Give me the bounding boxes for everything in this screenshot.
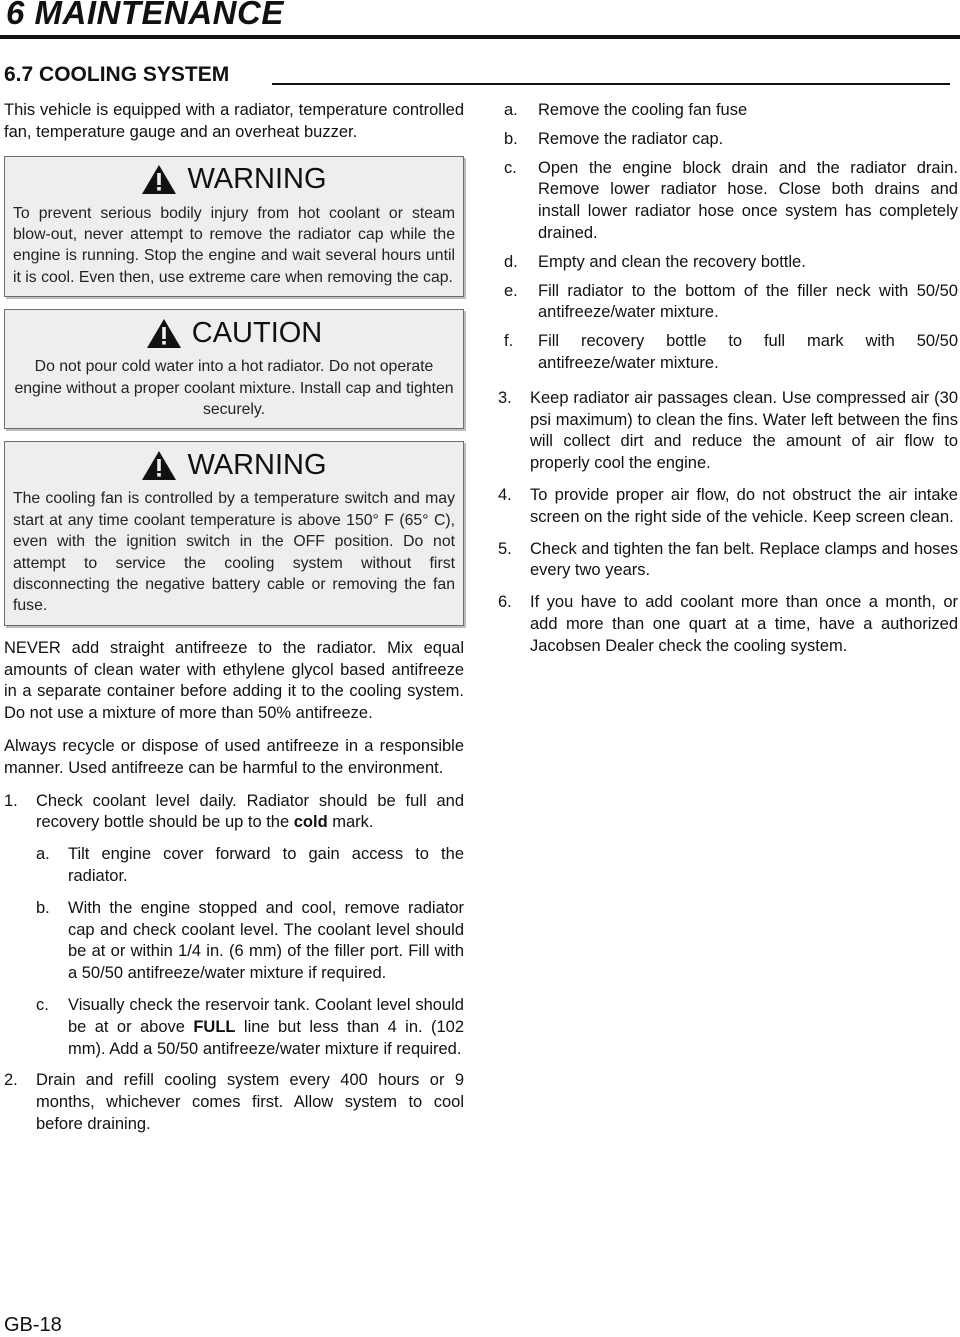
step-marker: 3.: [498, 388, 512, 407]
warning-body: To prevent serious bodily injury from hot coolant or steam blow-out, never attempt to remove the radiator cap while the engine is running. Stop the engine and wait several hours until it is cool. Even then, use extreme care when removing the cap.: [13, 204, 455, 286]
substep-marker: a.: [504, 101, 518, 119]
warning-box-radiator-cap: [4, 156, 464, 298]
substep-marker: c.: [36, 996, 49, 1015]
left-column: [4, 100, 464, 1146]
step-1: [4, 791, 464, 835]
warning-triangle-icon: [141, 164, 177, 195]
warning-header: [5, 157, 463, 203]
substep: [36, 844, 464, 888]
page-number: GB-18: [4, 1314, 62, 1336]
step-marker: 1.: [4, 791, 18, 810]
step-1-substeps: [36, 844, 464, 1060]
warning-title: WARNING: [187, 448, 327, 481]
step-text: mark.: [327, 813, 374, 832]
chapter-title: 6 MAINTENANCE: [6, 0, 284, 31]
substep-text: Fill radiator to the bottom of the filler neck with 50/50 antifreeze/water mixture.: [538, 281, 958, 322]
substep-text: Tilt engine cover forward to gain access to the radiator.: [68, 845, 464, 886]
substep: [36, 898, 464, 985]
section-heading: 6.7 COOLING SYSTEM: [4, 63, 230, 86]
substep: [498, 252, 958, 274]
step-marker: 4.: [498, 485, 512, 504]
substep-marker: b.: [36, 898, 50, 917]
caution-header: [5, 310, 463, 356]
substep-text: Remove the radiator cap.: [538, 129, 724, 148]
substep-marker: f.: [504, 332, 514, 351]
step-2: [4, 1070, 464, 1135]
warning-title: WARNING: [187, 162, 327, 195]
substep: [498, 129, 958, 151]
substep-text: Remove the cooling fan fuse: [538, 101, 748, 119]
substep-text: Open the engine block drain and the radiator drain. Remove lower radiator hose. Close both drains and install lower radiator hose once system has completely drained.: [538, 158, 958, 242]
substep-marker: e.: [504, 281, 518, 300]
recycle-paragraph: Always recycle or dispose of used antifreeze in a responsible manner. Used antifreeze can be harmful to the environment.: [4, 737, 464, 777]
warning-header: [5, 442, 463, 488]
substep: [498, 100, 958, 122]
substep-text: Visually check the reservoir tank. Coolant level should be at or above: [68, 996, 464, 1036]
substep-text: With the engine stopped and cool, remove radiator cap and check coolant level. The coolant level should be at or within 1/4 in. (6 mm) of the filler port. Fill with a 50/50 antifreeze/water mixture if required.: [68, 898, 464, 983]
substep: [36, 995, 464, 1060]
warning-body: The cooling fan is controlled by a temperature switch and may start at any time coolant temperature is above 150° F (65° C), even with the ignition switch in the OFF position. Do not attempt to service the cooling system without first disconnecting the negative battery cable or removing the fan fuse.: [13, 490, 455, 615]
step-5: [498, 539, 958, 583]
substep-bold-text: FULL: [193, 1017, 236, 1036]
section-rule: [272, 83, 950, 85]
substep-marker: c.: [504, 158, 517, 177]
substep: [498, 158, 958, 245]
step-marker: 6.: [498, 593, 512, 612]
substep-marker: d.: [504, 252, 518, 271]
substep: [498, 331, 958, 375]
caution-box: [4, 309, 464, 429]
step-3: [498, 388, 958, 475]
right-column: [498, 100, 958, 668]
chapter-rule: [0, 35, 960, 39]
step-6: [498, 592, 958, 657]
step-marker: 5.: [498, 539, 512, 558]
step-text: If you have to add coolant more than once a month, or add more than one quart at a time, have a authorized Jacobsen Dealer check the cooling system.: [530, 593, 958, 655]
substep-marker: b.: [504, 129, 518, 148]
step-text: Keep radiator air passages clean. Use compressed air (30 psi maximum) to clean the fins. Water left between the fins will collect dirt and reduce the amount of air flow to properly cool the engine.: [530, 388, 958, 473]
step-bold-text: cold: [293, 813, 328, 832]
intro-paragraph: This vehicle is equipped with a radiator, temperature controlled fan, temperature gauge and an overheat buzzer.: [4, 101, 464, 141]
step-text: To provide proper air flow, do not obstruct the air intake screen on the right side of the vehicle. Keep screen clean.: [530, 485, 958, 526]
warning-box-cooling-fan: [4, 441, 464, 625]
step-text: Drain and refill cooling system every 400 hours or 9 months, whichever comes first. Allow system to cool before draining.: [36, 1071, 464, 1134]
step-2-substeps: [498, 100, 958, 375]
step-text: Check and tighten the fan belt. Replace clamps and hoses every two years.: [530, 539, 958, 580]
substep-text: Empty and clean the recovery bottle.: [538, 252, 806, 271]
warning-triangle-icon: [141, 450, 177, 481]
step-text: Check coolant level daily. Radiator should be full and recovery bottle should be up to the: [36, 791, 464, 832]
step-4: [498, 485, 958, 529]
substep-text: line but less than 4 in. (102 mm). Add a 50/50 antifreeze/water mixture if required.: [68, 1017, 465, 1058]
antifreeze-paragraph: NEVER add straight antifreeze to the radiator. Mix equal amounts of clean water with ethylene glycol based antifreeze in a separate container before adding it to the cooling system. Do not use a mixture of more than 50% antifreeze.: [4, 638, 464, 723]
warning-triangle-icon: [146, 318, 182, 349]
caution-body: Do not pour cold water into a hot radiator. Do not operate engine without a proper coolant mixture. Install cap and tighten securely.: [14, 358, 454, 419]
substep-marker: a.: [36, 845, 50, 864]
step-marker: 2.: [4, 1071, 18, 1090]
substep: [498, 281, 958, 325]
substep-text: Fill recovery bottle to full mark with 50/50 antifreeze/water mixture.: [538, 332, 958, 372]
caution-title: CAUTION: [191, 316, 323, 349]
